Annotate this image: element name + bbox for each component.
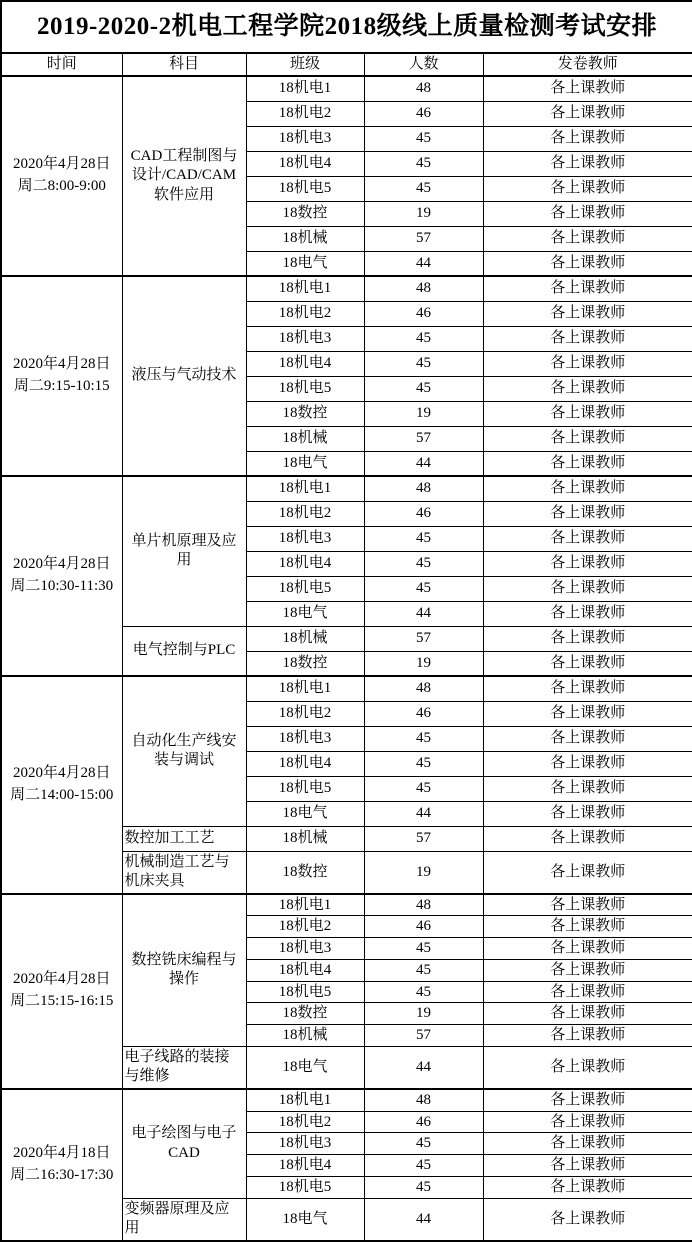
teacher-cell: 各上课教师 bbox=[483, 959, 692, 981]
exam-date: 2020年4月28日 bbox=[12, 971, 111, 988]
class-cell: 18机电3 bbox=[246, 526, 364, 551]
count-cell: 19 bbox=[364, 201, 483, 226]
count-cell: 44 bbox=[364, 1198, 483, 1241]
teacher-cell: 各上课教师 bbox=[483, 376, 692, 401]
teacher-cell: 各上课教师 bbox=[483, 938, 692, 960]
teacher-cell: 各上课教师 bbox=[483, 451, 692, 476]
exam-date: 2020年4月28日 bbox=[12, 556, 111, 573]
class-cell: 18机电2 bbox=[246, 1111, 364, 1133]
teacher-cell: 各上课教师 bbox=[483, 1025, 692, 1047]
class-cell: 18机电1 bbox=[246, 894, 364, 916]
teacher-cell: 各上课教师 bbox=[483, 776, 692, 801]
teacher-cell: 各上课教师 bbox=[483, 326, 692, 351]
count-cell: 19 bbox=[364, 651, 483, 676]
subject-cell: 变频器原理及应用 bbox=[122, 1198, 246, 1241]
table-row bbox=[1, 676, 692, 701]
class-cell: 18机电2 bbox=[246, 501, 364, 526]
class-cell: 18电气 bbox=[246, 451, 364, 476]
count-cell: 44 bbox=[364, 801, 483, 826]
teacher-cell: 各上课教师 bbox=[483, 801, 692, 826]
class-cell: 18机电1 bbox=[246, 1089, 364, 1111]
class-cell: 18机械 bbox=[246, 426, 364, 451]
class-cell: 18机电3 bbox=[246, 326, 364, 351]
count-cell: 46 bbox=[364, 701, 483, 726]
exam-date: 2020年4月28日 bbox=[12, 765, 111, 781]
teacher-cell: 各上课教师 bbox=[483, 1046, 692, 1089]
subject-cell: 数控加工工艺 bbox=[122, 826, 246, 851]
teacher-cell: 各上课教师 bbox=[483, 1176, 692, 1198]
count-cell: 57 bbox=[364, 626, 483, 651]
teacher-cell: 各上课教师 bbox=[483, 526, 692, 551]
teacher-cell: 各上课教师 bbox=[483, 1155, 692, 1177]
teacher-cell: 各上课教师 bbox=[483, 1089, 692, 1111]
class-cell: 18机电5 bbox=[246, 176, 364, 201]
count-cell: 45 bbox=[364, 126, 483, 151]
class-cell: 18机电4 bbox=[246, 751, 364, 776]
teacher-cell: 各上课教师 bbox=[483, 276, 692, 301]
table-row bbox=[1, 476, 692, 501]
count-cell: 57 bbox=[364, 426, 483, 451]
class-cell: 18机电3 bbox=[246, 938, 364, 960]
teacher-cell: 各上课教师 bbox=[483, 401, 692, 426]
table-row bbox=[1, 76, 692, 101]
count-cell: 45 bbox=[364, 176, 483, 201]
class-cell: 18机电1 bbox=[246, 76, 364, 101]
class-cell: 18数控 bbox=[246, 201, 364, 226]
count-cell: 45 bbox=[364, 981, 483, 1003]
teacher-cell: 各上课教师 bbox=[483, 1198, 692, 1241]
teacher-cell: 各上课教师 bbox=[483, 981, 692, 1003]
class-cell: 18电气 bbox=[246, 801, 364, 826]
class-cell: 18机电5 bbox=[246, 1176, 364, 1198]
count-cell: 57 bbox=[364, 826, 483, 851]
class-cell: 18机电5 bbox=[246, 981, 364, 1003]
column-header-count: 人数 bbox=[364, 53, 483, 76]
class-cell: 18机电2 bbox=[246, 301, 364, 326]
class-cell: 18机电2 bbox=[246, 101, 364, 126]
exam-time: 周二8:00-9:00 bbox=[17, 178, 106, 194]
count-cell: 19 bbox=[364, 1003, 483, 1025]
teacher-cell: 各上课教师 bbox=[483, 751, 692, 776]
teacher-cell: 各上课教师 bbox=[483, 101, 692, 126]
class-cell: 18数控 bbox=[246, 401, 364, 426]
count-cell: 48 bbox=[364, 276, 483, 301]
teacher-cell: 各上课教师 bbox=[483, 651, 692, 676]
teacher-cell: 各上课教师 bbox=[483, 676, 692, 701]
teacher-cell: 各上课教师 bbox=[483, 626, 692, 651]
count-cell: 45 bbox=[364, 938, 483, 960]
count-cell: 45 bbox=[364, 751, 483, 776]
count-cell: 48 bbox=[364, 76, 483, 101]
class-cell: 18机电3 bbox=[246, 126, 364, 151]
count-cell: 45 bbox=[364, 551, 483, 576]
teacher-cell: 各上课教师 bbox=[483, 726, 692, 751]
count-cell: 45 bbox=[364, 1155, 483, 1177]
exam-time: 周二10:30-11:30 bbox=[10, 578, 114, 594]
teacher-cell: 各上课教师 bbox=[483, 476, 692, 501]
title-row bbox=[1, 1, 692, 53]
class-cell: 18机电5 bbox=[246, 376, 364, 401]
count-cell: 45 bbox=[364, 726, 483, 751]
class-cell: 18机械 bbox=[246, 1025, 364, 1047]
column-header-subject: 科目 bbox=[122, 53, 246, 76]
count-cell: 19 bbox=[364, 401, 483, 426]
exam-date: 2020年4月28日 bbox=[12, 156, 111, 173]
count-cell: 45 bbox=[364, 1133, 483, 1155]
teacher-cell: 各上课教师 bbox=[483, 576, 692, 601]
class-cell: 18电气 bbox=[246, 601, 364, 626]
class-cell: 18数控 bbox=[246, 851, 364, 894]
class-cell: 18机电3 bbox=[246, 726, 364, 751]
teacher-cell: 各上课教师 bbox=[483, 501, 692, 526]
exam-time: 周二14:00-15:00 bbox=[10, 786, 114, 803]
teacher-cell: 各上课教师 bbox=[483, 1133, 692, 1155]
exam-time: 周二15:15-16:15 bbox=[10, 993, 114, 1010]
teacher-cell: 各上课教师 bbox=[483, 851, 692, 894]
class-cell: 18机械 bbox=[246, 626, 364, 651]
class-cell: 18数控 bbox=[246, 1003, 364, 1025]
class-cell: 18机械 bbox=[246, 226, 364, 251]
time-cell bbox=[1, 894, 122, 1089]
teacher-cell: 各上课教师 bbox=[483, 301, 692, 326]
teacher-cell: 各上课教师 bbox=[483, 226, 692, 251]
class-cell: 18机电4 bbox=[246, 959, 364, 981]
class-cell: 18电气 bbox=[246, 1046, 364, 1089]
count-cell: 45 bbox=[364, 376, 483, 401]
class-cell: 18机电4 bbox=[246, 151, 364, 176]
subject-cell: CAD工程制图与设计/CAD/CAM软件应用 bbox=[122, 76, 246, 276]
subject-cell: 单片机原理及应用 bbox=[122, 476, 246, 626]
class-cell: 18电气 bbox=[246, 251, 364, 276]
exam-date: 2020年4月18日 bbox=[12, 1144, 111, 1161]
class-cell: 18机电1 bbox=[246, 276, 364, 301]
count-cell: 45 bbox=[364, 776, 483, 801]
subject-cell: 机械制造工艺与机床夹具 bbox=[122, 851, 246, 894]
exam-time: 周二16:30-17:30 bbox=[10, 1166, 114, 1183]
teacher-cell: 各上课教师 bbox=[483, 1003, 692, 1025]
count-cell: 57 bbox=[364, 226, 483, 251]
count-cell: 57 bbox=[364, 1025, 483, 1047]
teacher-cell: 各上课教师 bbox=[483, 201, 692, 226]
subject-cell: 数控铣床编程与操作 bbox=[122, 894, 246, 1047]
subject-cell: 自动化生产线安装与调试 bbox=[122, 676, 246, 826]
class-cell: 18数控 bbox=[246, 651, 364, 676]
count-cell: 48 bbox=[364, 1089, 483, 1111]
teacher-cell: 各上课教师 bbox=[483, 826, 692, 851]
class-cell: 18机电5 bbox=[246, 776, 364, 801]
exam-time: 周二9:15-10:15 bbox=[13, 378, 110, 394]
count-cell: 45 bbox=[364, 1176, 483, 1198]
count-cell: 48 bbox=[364, 476, 483, 501]
teacher-cell: 各上课教师 bbox=[483, 894, 692, 916]
teacher-cell: 各上课教师 bbox=[483, 551, 692, 576]
teacher-cell: 各上课教师 bbox=[483, 126, 692, 151]
count-cell: 45 bbox=[364, 526, 483, 551]
count-cell: 44 bbox=[364, 451, 483, 476]
subject-cell: 电子线路的装接与维修 bbox=[122, 1046, 246, 1089]
teacher-cell: 各上课教师 bbox=[483, 351, 692, 376]
schedule-body bbox=[1, 76, 692, 1241]
teacher-cell: 各上课教师 bbox=[483, 426, 692, 451]
column-header-row bbox=[1, 53, 692, 76]
class-cell: 18机电2 bbox=[246, 701, 364, 726]
count-cell: 46 bbox=[364, 916, 483, 938]
class-cell: 18机械 bbox=[246, 826, 364, 851]
page-title: 2019-2020-2机电工程学院2018级线上质量检测考试安排 bbox=[1, 1, 692, 53]
count-cell: 46 bbox=[364, 501, 483, 526]
subject-cell: 电子绘图与电子CAD bbox=[122, 1089, 246, 1198]
count-cell: 44 bbox=[364, 601, 483, 626]
teacher-cell: 各上课教师 bbox=[483, 76, 692, 101]
count-cell: 19 bbox=[364, 851, 483, 894]
count-cell: 46 bbox=[364, 101, 483, 126]
class-cell: 18机电4 bbox=[246, 551, 364, 576]
teacher-cell: 各上课教师 bbox=[483, 701, 692, 726]
teacher-cell: 各上课教师 bbox=[483, 151, 692, 176]
time-cell bbox=[1, 1089, 122, 1241]
teacher-cell: 各上课教师 bbox=[483, 1111, 692, 1133]
count-cell: 44 bbox=[364, 251, 483, 276]
count-cell: 46 bbox=[364, 1111, 483, 1133]
teacher-cell: 各上课教师 bbox=[483, 176, 692, 201]
column-header-time: 时间 bbox=[1, 53, 122, 76]
table-row bbox=[1, 276, 692, 301]
class-cell: 18机电1 bbox=[246, 676, 364, 701]
count-cell: 44 bbox=[364, 1046, 483, 1089]
class-cell: 18机电1 bbox=[246, 476, 364, 501]
table-row bbox=[1, 1089, 692, 1111]
exam-date: 2020年4月28日 bbox=[12, 356, 111, 373]
time-cell bbox=[1, 76, 122, 276]
count-cell: 48 bbox=[364, 894, 483, 916]
count-cell: 48 bbox=[364, 676, 483, 701]
count-cell: 45 bbox=[364, 151, 483, 176]
teacher-cell: 各上课教师 bbox=[483, 601, 692, 626]
time-cell bbox=[1, 476, 122, 676]
class-cell: 18机电4 bbox=[246, 1155, 364, 1177]
time-cell bbox=[1, 676, 122, 894]
class-cell: 18机电4 bbox=[246, 351, 364, 376]
table-row bbox=[1, 894, 692, 916]
time-cell bbox=[1, 276, 122, 476]
class-cell: 18电气 bbox=[246, 1198, 364, 1241]
count-cell: 45 bbox=[364, 326, 483, 351]
teacher-cell: 各上课教师 bbox=[483, 251, 692, 276]
teacher-cell: 各上课教师 bbox=[483, 916, 692, 938]
subject-cell: 液压与气动技术 bbox=[122, 276, 246, 476]
class-cell: 18机电2 bbox=[246, 916, 364, 938]
class-cell: 18机电3 bbox=[246, 1133, 364, 1155]
count-cell: 45 bbox=[364, 959, 483, 981]
count-cell: 46 bbox=[364, 301, 483, 326]
class-cell: 18机电5 bbox=[246, 576, 364, 601]
subject-cell: 电气控制与PLC bbox=[122, 626, 246, 676]
count-cell: 45 bbox=[364, 576, 483, 601]
column-header-teacher: 发卷教师 bbox=[483, 53, 692, 76]
count-cell: 45 bbox=[364, 351, 483, 376]
column-header-class: 班级 bbox=[246, 53, 364, 76]
